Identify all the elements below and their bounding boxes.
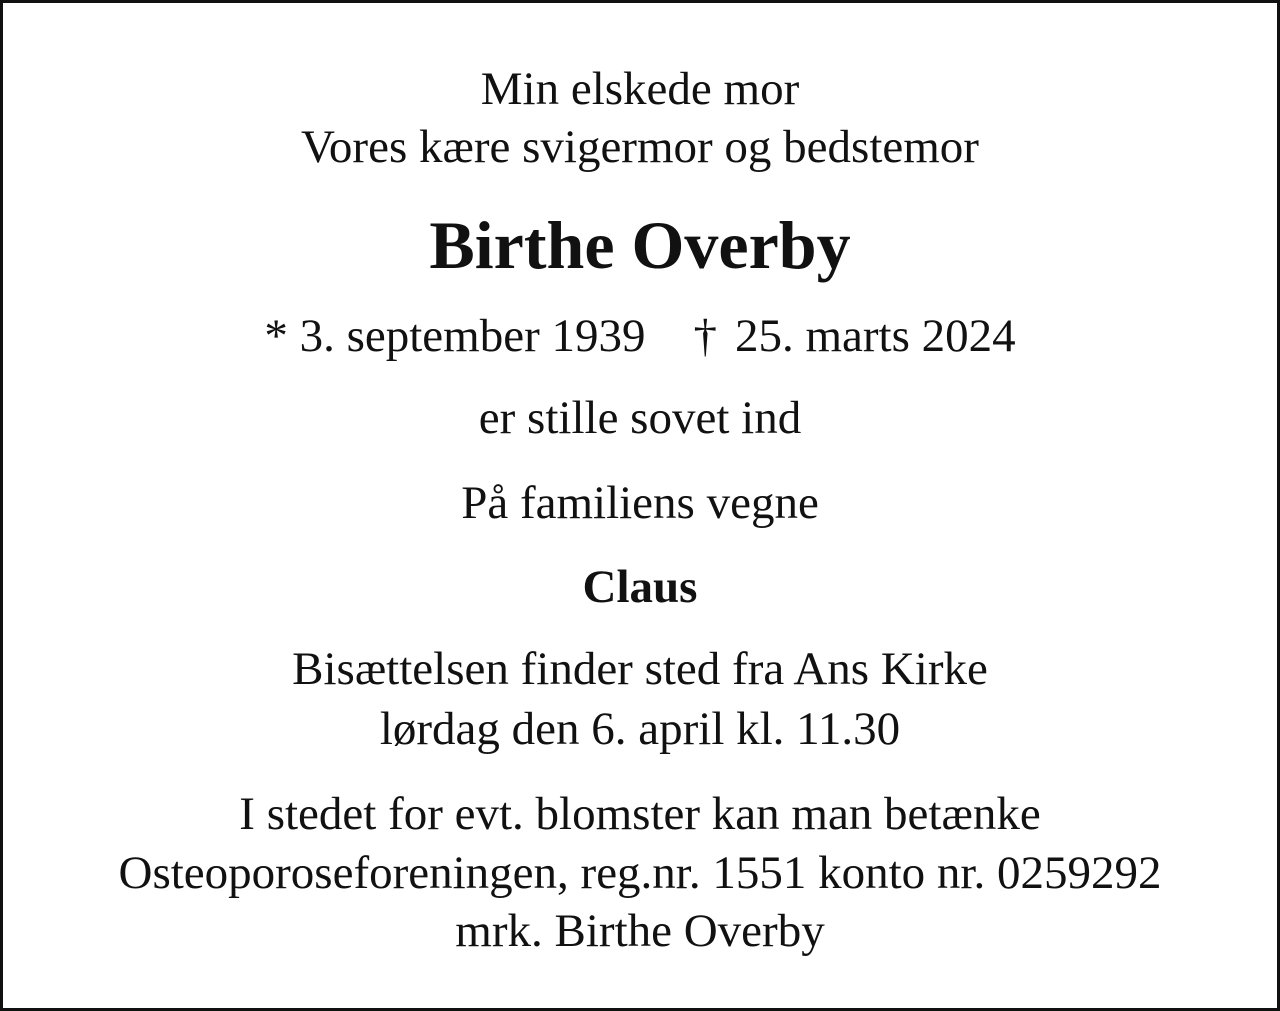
dagger-icon: †: [693, 310, 717, 362]
birth-date: 3. september 1939: [299, 310, 646, 362]
donation-account: Osteoporoseforeningen, reg.nr. 1551 konto nr. 0259292: [118, 847, 1162, 899]
passed-text: er stille sovet ind: [478, 392, 802, 444]
deceased-name: Birthe Overby: [429, 207, 851, 283]
donation-reference: mrk. Birthe Overby: [455, 905, 825, 957]
on-behalf-text: På familiens vegne: [461, 477, 819, 529]
intro-line-mother: Min elskede mor: [480, 63, 800, 115]
life-dates: [3, 310, 1277, 362]
death-date: 25. marts 2024: [734, 310, 1016, 362]
funeral-time: lørdag den 6. april kl. 11.30: [379, 703, 901, 755]
birth-marker: *: [264, 310, 288, 362]
donation-intro: I stedet for evt. blomster kan man betænke: [239, 788, 1041, 840]
intro-line-relations: Vores kære svigermor og bedstemor: [301, 121, 979, 173]
funeral-location: Bisættelsen finder sted fra Ans Kirke: [292, 643, 988, 695]
signer-name: Claus: [582, 561, 698, 613]
